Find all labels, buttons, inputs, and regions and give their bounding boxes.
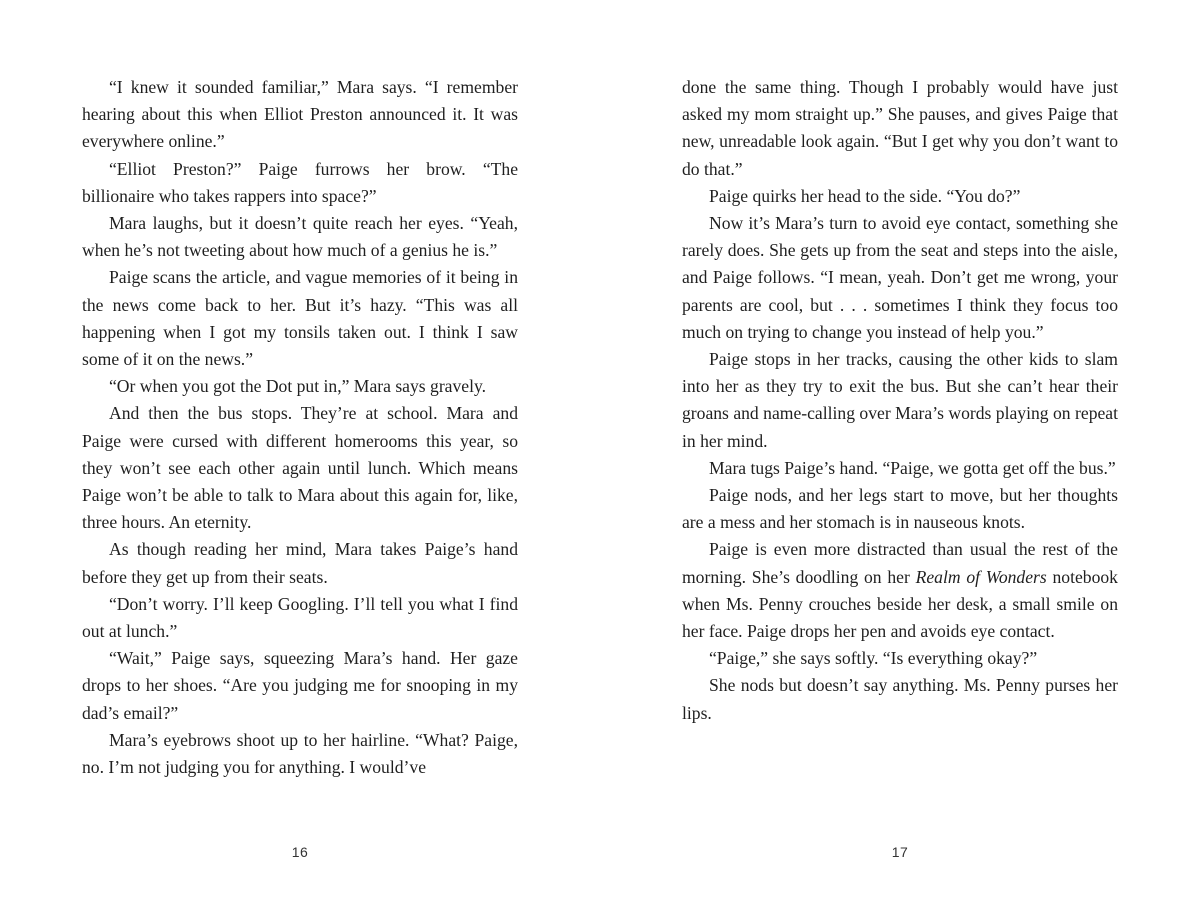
paragraph: Mara laughs, but it doesn’t quite reach her eyes. “Yeah, when he’s not tweeting about how much of a genius he is.” <box>82 213 518 261</box>
paragraph: Paige nods, and her legs start to move, but her thoughts are a mess and her stomach is in nauseous knots. <box>682 485 1118 533</box>
page-number: 17 <box>891 844 909 860</box>
left-page-text <box>82 74 518 781</box>
paragraph <box>682 536 1118 645</box>
paragraph: Mara tugs Paige’s hand. “Paige, we gotta get off the bus.” <box>709 457 1116 478</box>
paragraph-text-after: notebook when Ms. Penny crouches beside her desk, a small smile on her face. Paige drops her pen and avoids eye contact. <box>682 566 1118 642</box>
page-number: 16 <box>291 844 309 860</box>
paragraph: Paige stops in her tracks, causing the other kids to slam into her as they try to exit the bus. But she can’t hear their groans and name-calling over Mara’s words playing on repeat in her mind. <box>682 349 1118 451</box>
paragraph: She nods but doesn’t say anything. Ms. Penny purses her lips. <box>682 675 1118 723</box>
right-page-text <box>682 74 1118 727</box>
paragraph: “Paige,” she says softly. “Is everything okay?” <box>709 648 1038 669</box>
paragraph: Paige scans the article, and vague memories of it being in the news come back to her. But it’s hazy. “This was all happening when I got my tonsils taken out. I think I saw some of it on the news.” <box>82 267 518 370</box>
right-page <box>682 74 1118 864</box>
paragraph: “Wait,” Paige says, squeezing Mara’s hand. Her gaze drops to her shoes. “Are you judging me for snooping in my dad’s email?” <box>82 648 518 723</box>
paragraph-continued: done the same thing. Though I probably would have just asked my mom straight up.” She pauses, and gives Paige that new, unreadable look again. “But I get why you don’t want to do that.” <box>682 77 1118 179</box>
paragraph: Paige quirks her head to the side. “You do?” <box>709 185 1021 206</box>
paragraph: “Or when you got the Dot put in,” Mara says gravely. <box>109 376 487 397</box>
left-page <box>82 74 518 864</box>
paragraph: “Elliot Preston?” Paige furrows her brow. “The billionaire who takes rappers into space?” <box>82 158 518 206</box>
paragraph: Now it’s Mara’s turn to avoid eye contact, something she rarely does. She gets up from the seat and steps into the aisle, and Paige follows. “I mean, yeah. Don’t get me wrong, your parents are cool, but . . . sometimes I think they focus too much on trying to change you instead of help you.” <box>682 213 1118 342</box>
paragraph: Mara’s eyebrows shoot up to her hairline. “What? Paige, no. I’m not judging you for anything. I would’ve <box>82 729 518 778</box>
book-title-italic: Realm of Wonders <box>915 566 1047 587</box>
paragraph: As though reading her mind, Mara takes Paige’s hand before they get up from their seats. <box>82 539 518 587</box>
paragraph: “Don’t worry. I’ll keep Googling. I’ll tell you what I find out at lunch.” <box>82 593 518 642</box>
paragraph-text-before: Paige is even more distracted than usual the rest of the morning. She’s doodling on her <box>682 539 1118 587</box>
paragraph: “I knew it sounded familiar,” Mara says. “I remember hearing about this when Elliot Preston announced it. It was everywhere online.” <box>82 77 518 152</box>
paragraph: And then the bus stops. They’re at school. Mara and Paige were cursed with different homerooms this year, so they won’t see each other again until lunch. Which means Paige won’t be able to talk to Mara about this again for, like, three hours. An eternity. <box>82 403 518 533</box>
